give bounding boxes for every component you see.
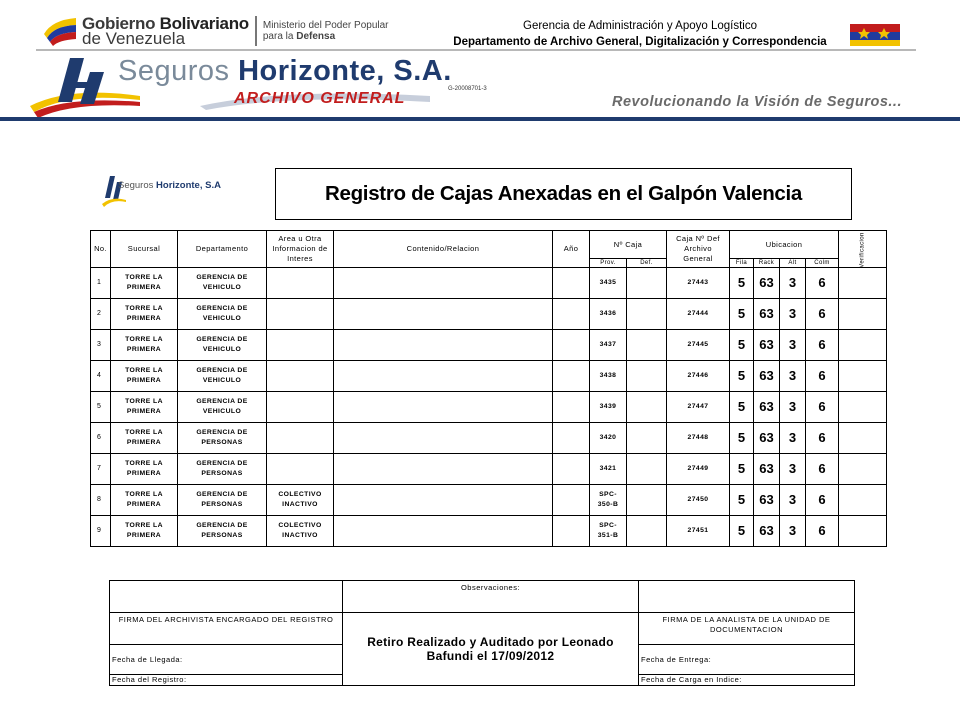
cell-verificacion: [839, 268, 887, 299]
cell-area: [267, 423, 334, 454]
header-blue-band: [0, 117, 960, 121]
cell-verificacion: [839, 361, 887, 392]
venezuela-flag-icon: [42, 16, 78, 46]
cell-alt: 3: [780, 454, 806, 485]
header-department-block: [440, 18, 840, 50]
cell-no: 9: [91, 516, 111, 547]
cell-contenido: [334, 454, 553, 485]
gob-line2: de Venezuela: [82, 29, 186, 48]
company-rif: G-20008701-3: [448, 86, 487, 92]
cell-caja-archivo: 27448: [667, 423, 730, 454]
cell-caja-def: [627, 268, 667, 299]
cell-sucursal: TORRE LA PRIMERA: [111, 299, 178, 330]
cell-caja-archivo: 27447: [667, 392, 730, 423]
fecha-entrega-field[interactable]: Fecha de Entrega:: [639, 645, 855, 675]
cell-caja-prov: 3438: [590, 361, 627, 392]
cell-sucursal: TORRE LA PRIMERA: [111, 485, 178, 516]
header-verificacion-label: Verificacion: [859, 231, 866, 268]
cell-caja-prov: 3421: [590, 454, 627, 485]
firma-archivista-label: FIRMA DEL ARCHIVISTA ENCARGADO DEL REGISTRO: [110, 613, 343, 645]
cell-area: COLECTIVO INACTIVO: [267, 516, 334, 547]
cell-departamento: GERENCIA DE PERSONAS: [178, 516, 267, 547]
cell-verificacion: [839, 423, 887, 454]
cell-caja-archivo: 27444: [667, 299, 730, 330]
cell-colm: 6: [806, 330, 839, 361]
registro-table: [90, 230, 887, 547]
cell-fila: 5: [730, 485, 754, 516]
cell-rack: 63: [754, 392, 780, 423]
table-row: [91, 361, 887, 392]
small-logo-b: Horizonte: [156, 180, 200, 191]
cell-alt: 3: [780, 423, 806, 454]
cell-departamento: GERENCIA DE PERSONAS: [178, 485, 267, 516]
cell-rack: 63: [754, 485, 780, 516]
cell-caja-prov: 3435: [590, 268, 627, 299]
cell-colm: 6: [806, 516, 839, 547]
cell-colm: 6: [806, 299, 839, 330]
cell-sucursal: TORRE LA PRIMERA: [111, 330, 178, 361]
cell-contenido: [334, 330, 553, 361]
cell-caja-prov: SPC-350-B: [590, 485, 627, 516]
table-row: [91, 454, 887, 485]
observaciones-table: [109, 580, 855, 686]
cell-contenido: [334, 299, 553, 330]
header-sucursal: Sucursal: [111, 231, 178, 268]
cell-fila: 5: [730, 330, 754, 361]
page-title: Registro de Cajas Anexadas en el Galpón Valencia: [324, 182, 803, 205]
header-fila: Fila: [730, 259, 754, 268]
cell-caja-prov: 3436: [590, 299, 627, 330]
cell-caja-def: [627, 392, 667, 423]
cell-caja-def: [627, 516, 667, 547]
cell-contenido: [334, 485, 553, 516]
header-def: Def.: [627, 259, 667, 268]
fecha-llegada-field[interactable]: Fecha de Llegada:: [110, 645, 343, 675]
fecha-carga-field[interactable]: Fecha de Carga en Indice:: [639, 675, 855, 686]
cell-colm: 6: [806, 454, 839, 485]
header-departamento: Departamento: [178, 231, 267, 268]
cell-sucursal: TORRE LA PRIMERA: [111, 423, 178, 454]
archivo-general-label: ARCHIVO GENERAL: [234, 90, 406, 107]
table-row: [91, 485, 887, 516]
gerencia-line: Gerencia de Administración y Apoyo Logístico: [523, 20, 757, 32]
cell-colm: 6: [806, 392, 839, 423]
cell-no: 1: [91, 268, 111, 299]
cell-fila: 5: [730, 299, 754, 330]
registro-table-body: [91, 268, 887, 547]
cell-departamento: GERENCIA DE VEHICULO: [178, 268, 267, 299]
cell-no: 3: [91, 330, 111, 361]
company-name-c: , S.A.: [376, 55, 452, 87]
table-row: [91, 299, 887, 330]
header-no: No.: [91, 231, 111, 268]
cell-no: 8: [91, 485, 111, 516]
obs-blank-left: [110, 581, 343, 613]
cell-anio: [553, 392, 590, 423]
cell-departamento: GERENCIA DE VEHICULO: [178, 330, 267, 361]
cell-no: 5: [91, 392, 111, 423]
cell-sucursal: TORRE LA PRIMERA: [111, 392, 178, 423]
cell-departamento: GERENCIA DE PERSONAS: [178, 454, 267, 485]
header-area: Area u Otra Informacion de Interes: [267, 231, 334, 268]
cell-caja-archivo: 27443: [667, 268, 730, 299]
gobierno-logo: [42, 14, 389, 48]
cell-colm: 6: [806, 485, 839, 516]
cell-alt: 3: [780, 299, 806, 330]
cell-departamento: GERENCIA DE VEHICULO: [178, 299, 267, 330]
cell-alt: 3: [780, 330, 806, 361]
obs-blank-right: [639, 581, 855, 613]
small-logo-c: , S.A: [199, 180, 221, 191]
cell-area: [267, 330, 334, 361]
cell-anio: [553, 268, 590, 299]
table-row: [91, 423, 887, 454]
cell-caja-archivo: 27449: [667, 454, 730, 485]
cell-no: 7: [91, 454, 111, 485]
cell-contenido: [334, 361, 553, 392]
title-box: [275, 168, 852, 220]
cell-rack: 63: [754, 454, 780, 485]
cell-verificacion: [839, 454, 887, 485]
cell-rack: 63: [754, 516, 780, 547]
cell-colm: 6: [806, 268, 839, 299]
cell-rack: 63: [754, 423, 780, 454]
cell-anio: [553, 516, 590, 547]
cell-caja-archivo: 27446: [667, 361, 730, 392]
cell-sucursal: TORRE LA PRIMERA: [111, 268, 178, 299]
ministry-line1: Ministerio del Poder Popular: [262, 20, 389, 31]
observaciones-label: Observaciones:: [343, 581, 639, 613]
slogan: Revolucionando la Visión de Seguros...: [612, 94, 902, 110]
cell-caja-def: [627, 330, 667, 361]
cell-departamento: GERENCIA DE VEHICULO: [178, 361, 267, 392]
header-colm: Colm: [806, 259, 839, 268]
header-caja-def: Caja Nº Def Archivo General: [667, 231, 730, 268]
cell-caja-prov: 3437: [590, 330, 627, 361]
cell-area: [267, 299, 334, 330]
company-name-b: Horizonte: [238, 55, 377, 87]
cell-fila: 5: [730, 361, 754, 392]
small-company-logo: [102, 174, 242, 208]
company-name: [118, 54, 452, 88]
cell-verificacion: [839, 299, 887, 330]
cell-caja-archivo: 27450: [667, 485, 730, 516]
retiro-note: Retiro Realizado y Auditado por Leonado Bafundi el 17/09/2012: [343, 613, 639, 686]
cell-contenido: [334, 423, 553, 454]
departamento-line: Departamento de Archivo General, Digitalización y Correspondencia: [453, 36, 827, 48]
venezuela-bicentennial-logo-icon: [850, 22, 900, 48]
cell-alt: 3: [780, 516, 806, 547]
header-caja: Nº Caja: [590, 231, 667, 259]
cell-caja-def: [627, 423, 667, 454]
small-logo-a: Seguros: [118, 180, 154, 191]
cell-sucursal: TORRE LA PRIMERA: [111, 516, 178, 547]
cell-verificacion: [839, 485, 887, 516]
cell-no: 2: [91, 299, 111, 330]
cell-anio: [553, 299, 590, 330]
cell-alt: 3: [780, 361, 806, 392]
table-row: [91, 516, 887, 547]
firma-analista-label: FIRMA DE LA ANALISTA DE LA UNIDAD DE DOCUMENTACION: [639, 613, 855, 645]
gob-separator: [255, 16, 257, 46]
cell-area: [267, 454, 334, 485]
cell-rack: 63: [754, 361, 780, 392]
cell-fila: 5: [730, 454, 754, 485]
cell-alt: 3: [780, 268, 806, 299]
cell-no: 6: [91, 423, 111, 454]
cell-contenido: [334, 268, 553, 299]
cell-area: [267, 361, 334, 392]
cell-contenido: [334, 392, 553, 423]
cell-sucursal: TORRE LA PRIMERA: [111, 361, 178, 392]
cell-caja-prov: 3420: [590, 423, 627, 454]
cell-anio: [553, 423, 590, 454]
cell-verificacion: [839, 330, 887, 361]
cell-fila: 5: [730, 516, 754, 547]
cell-rack: 63: [754, 299, 780, 330]
fecha-registro-field[interactable]: Fecha del Registro:: [110, 675, 343, 686]
table-row: [91, 392, 887, 423]
gob-line1-a: Gobierno: [82, 14, 156, 33]
cell-verificacion: [839, 392, 887, 423]
cell-caja-def: [627, 454, 667, 485]
cell-verificacion: [839, 516, 887, 547]
cell-contenido: [334, 516, 553, 547]
cell-departamento: GERENCIA DE VEHICULO: [178, 392, 267, 423]
header-ubicacion: Ubicacion: [730, 231, 839, 259]
header-alt: Alt: [780, 259, 806, 268]
header-contenido: Contenido/Relacion: [334, 231, 553, 268]
cell-caja-archivo: 27445: [667, 330, 730, 361]
cell-caja-def: [627, 361, 667, 392]
header-prov: Prov.: [590, 259, 627, 268]
table-row: [91, 268, 887, 299]
ministry-line2-b: Defensa: [296, 31, 336, 42]
cell-sucursal: TORRE LA PRIMERA: [111, 454, 178, 485]
cell-caja-def: [627, 299, 667, 330]
cell-alt: 3: [780, 485, 806, 516]
cell-anio: [553, 330, 590, 361]
cell-fila: 5: [730, 423, 754, 454]
cell-fila: 5: [730, 268, 754, 299]
cell-no: 4: [91, 361, 111, 392]
cell-departamento: GERENCIA DE PERSONAS: [178, 423, 267, 454]
gob-line1-b: Bolivariano: [159, 14, 249, 33]
cell-anio: [553, 485, 590, 516]
cell-fila: 5: [730, 392, 754, 423]
cell-anio: [553, 454, 590, 485]
cell-caja-prov: SPC-351-B: [590, 516, 627, 547]
cell-area: COLECTIVO INACTIVO: [267, 485, 334, 516]
cell-caja-def: [627, 485, 667, 516]
header-rack: Rack: [754, 259, 780, 268]
header-anio: Año: [553, 231, 590, 268]
header-verificacion: [839, 231, 887, 268]
cell-colm: 6: [806, 361, 839, 392]
cell-rack: 63: [754, 330, 780, 361]
cell-caja-archivo: 27451: [667, 516, 730, 547]
header-rule: [36, 49, 916, 51]
cell-area: [267, 392, 334, 423]
cell-rack: 63: [754, 268, 780, 299]
ministry-line2-a: para la: [262, 31, 294, 42]
cell-area: [267, 268, 334, 299]
cell-anio: [553, 361, 590, 392]
table-row: [91, 330, 887, 361]
company-name-a: Seguros: [118, 55, 230, 87]
cell-alt: 3: [780, 392, 806, 423]
cell-colm: 6: [806, 423, 839, 454]
cell-caja-prov: 3439: [590, 392, 627, 423]
